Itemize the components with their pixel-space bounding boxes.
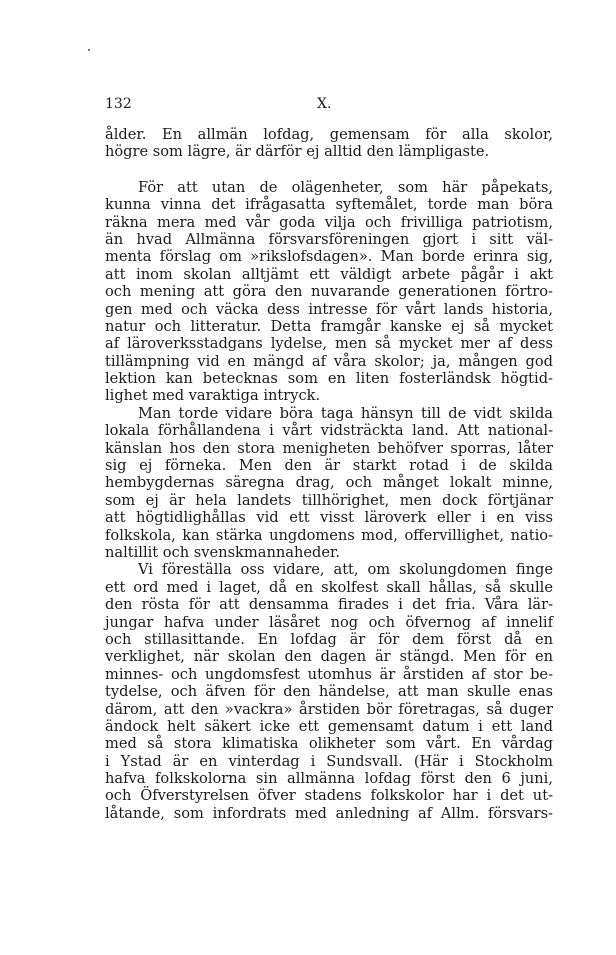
text-line: tydelse, och äfven för den händelse, att man skulle enas <box>105 683 553 701</box>
text-line: än hvad Allmänna försvarsföreningen gjort i sitt väl- <box>105 230 553 248</box>
text-line: folkskola, kan stärka ungdomens mod, offervillighet, natio- <box>105 526 553 544</box>
text-line: och stillasittande. En lofdag är för dem först då en <box>105 630 553 648</box>
text-line: och mening att göra den nuvarande generationen förtro- <box>105 283 553 301</box>
text-line: ändock helt säkert icke ett gemensamt datum i ett land <box>105 717 553 735</box>
text-line: hafva folkskolorna sin allmänna lofdag först den 6 juni, <box>105 770 553 788</box>
text-line: därom, att den »vackra» årstiden bör företragas, så duger <box>105 700 553 718</box>
text-line: den rösta för att densamma firades i det fria. Våra lär- <box>105 596 553 614</box>
text-line: För att utan de olägenheter, som här påpekats, <box>138 178 553 196</box>
text-line: minnes- och ungdomsfest utomhus är årstiden af stor be- <box>105 665 553 683</box>
text-line: ett ord med i laget, då en skolfest skall hållas, så skulle <box>105 578 553 596</box>
text-line: lektion kan betecknas som en liten fosterländsk högtid- <box>105 370 553 388</box>
body-text <box>105 126 553 822</box>
page-header <box>105 96 553 118</box>
text-line: lokala förhållandena i vårt vidsträckta land. Att national- <box>105 422 553 440</box>
text-line: tillämpning vid en mängd af våra skolor; ja, mången god <box>105 352 553 370</box>
text-line: gen med och väcka dess intresse för vårt lands historia, <box>105 300 553 318</box>
text-line: räkna mera med vår goda vilja och frivilliga patriotism, <box>105 213 553 231</box>
text-line: känslan hos den stora menigheten behöfver sporras, låter <box>105 439 553 457</box>
text-line: menta förslag om »rikslofsdagen». Man borde erinra sig, <box>105 248 553 266</box>
text-line: som ej är hela landets tillhörighet, men dock förtjänar <box>105 491 553 509</box>
ink-speck <box>88 49 90 51</box>
chapter-label: X. <box>317 96 332 112</box>
text-line: kunna vinna det ifrågasatta syftemålet, torde man böra <box>105 196 553 214</box>
text-line: lighet med varaktiga intryck. <box>105 387 321 405</box>
text-line: Man torde vidare böra taga hänsyn till de vidt skilda <box>138 404 553 422</box>
text-line: låtande, som infordrats med anledning af Allm. försvars- <box>105 804 553 822</box>
page-number: 132 <box>105 96 132 112</box>
text-line: att inom skolan alltjämt ett väldigt arbete pågår i akt <box>105 265 553 283</box>
text-line: ålder. En allmän lofdag, gemensam för alla skolor, <box>105 126 553 143</box>
text-line: och Öfverstyrelsen öfver stadens folkskolor har i det ut- <box>105 787 553 805</box>
text-line: Vi föreställa oss vidare, att, om skolungdomen finge <box>138 561 553 579</box>
text-line: hembygdernas säregna drag, och månget lokalt minne, <box>105 474 553 492</box>
text-line: högre som lägre, är därför ej alltid den lämpligaste. <box>105 143 490 161</box>
text-line: med så stora klimatiska olikheter som vårt. En vårdag <box>105 735 553 753</box>
text-line: naltillit och svenskmannaheder. <box>105 543 340 561</box>
text-line: i Ystad är en vinterdag i Sundsvall. (Här i Stockholm <box>105 752 553 770</box>
text-line: jungar hafva under läsåret nog och öfvernog af innelif <box>105 613 553 631</box>
text-line: natur och litteratur. Detta framgår kanske ej så mycket <box>105 317 553 335</box>
text-line: att högtidlighållas vid ett visst läroverk eller i en viss <box>105 509 553 527</box>
text-line: af läroverksstadgans lydelse, men så mycket mer af dess <box>105 335 553 353</box>
text-line: sig ej förneka. Men den är starkt rotad i de skilda <box>105 457 553 475</box>
text-line: verklighet, när skolan den dagen är stängd. Men för en <box>105 648 553 666</box>
